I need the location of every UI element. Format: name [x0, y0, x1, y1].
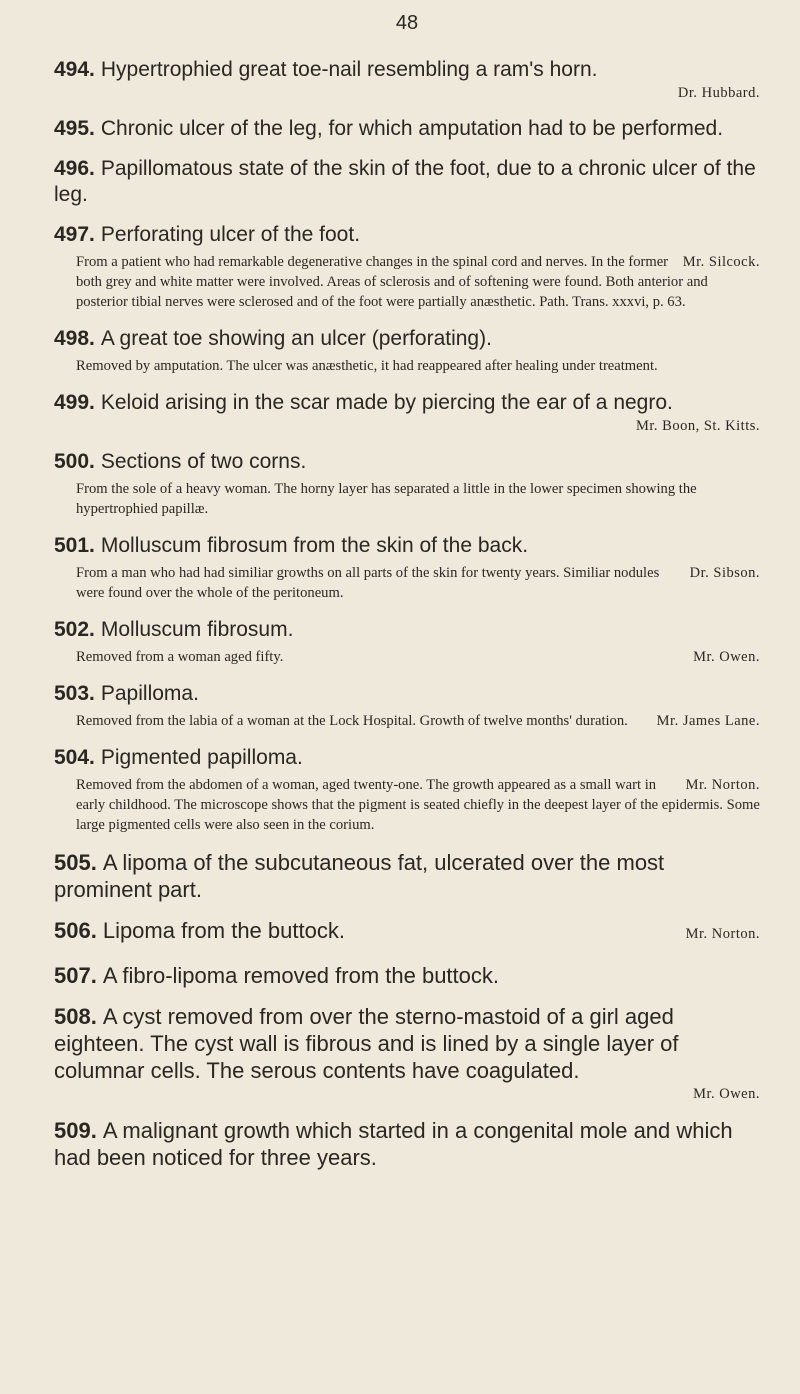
catalogue-entry-497 — [54, 222, 760, 312]
entry-title: Molluscum fibrosum. — [100, 618, 294, 641]
entry-title: Sections of two corns. — [100, 450, 307, 473]
catalogue-entry-500 — [54, 449, 760, 519]
entry-title: A malignant growth which started in a congenital mole and which had been noticed for three years. — [54, 1118, 733, 1170]
entry-author: Mr. Silcock. — [682, 254, 760, 270]
entry-description: Removed from the labia of a woman at the Lock Hospital. Growth of twelve months' duration. — [76, 713, 628, 729]
catalogue-entry-498 — [54, 326, 760, 376]
entry-number: 497. — [54, 223, 95, 246]
entry-number: 506. — [54, 918, 97, 943]
catalogue-entry-502 — [54, 617, 760, 667]
entry-title: Papilloma. — [100, 682, 199, 705]
catalogue-entry-505 — [54, 849, 760, 903]
entry-description: Removed from a woman aged fifty. — [76, 649, 284, 665]
entry-number: 502. — [54, 618, 95, 641]
entry-number: 496. — [54, 157, 95, 180]
entry-author: Mr. Owen. — [693, 649, 760, 665]
entry-author: Dr. Sibson. — [689, 565, 760, 581]
catalogue-entry-506 — [54, 917, 760, 948]
entry-title: Perforating ulcer of the foot. — [100, 223, 361, 246]
entry-title: Hypertrophied great toe-nail resembling a ram's horn. — [100, 58, 598, 81]
catalogue-entry-501 — [54, 533, 760, 603]
entry-title: Molluscum fibrosum from the skin of the back. — [100, 534, 529, 557]
catalogue-entry-508 — [54, 1003, 760, 1103]
entry-title: Chronic ulcer of the leg, for which amputation had to be performed. — [100, 117, 724, 140]
entry-author: Mr. Norton. — [685, 777, 760, 793]
entry-number: 508. — [54, 1004, 97, 1029]
entry-number: 507. — [54, 963, 97, 988]
entry-description: From a man who had had similiar growths on all parts of the skin for twenty years. Similiar nodules were found over the whole of the peritoneum. — [76, 565, 660, 601]
catalogue-entry-507 — [54, 962, 760, 989]
catalogue-entry-504 — [54, 745, 760, 835]
entry-description: From a patient who had remarkable degenerative changes in the spinal cord and nerves. In the former both grey and white matter were involved. Areas of sclerosis and of softening were found. Both anterior and posterior tibial nerves were sclerosed and of the foot were partially anæsthetic. Path. Trans. xxxvi, p. 63. — [76, 254, 708, 310]
catalogue-entry-509 — [54, 1117, 760, 1171]
entry-title: A lipoma of the subcutaneous fat, ulcerated over the most prominent part. — [54, 850, 665, 902]
entry-number: 503. — [54, 682, 95, 705]
catalogue-entry-503 — [54, 681, 760, 731]
catalogue-entry-495 — [54, 116, 760, 142]
entry-number: 505. — [54, 850, 97, 875]
entry-description: Removed by amputation. The ulcer was anæsthetic, it had reappeared after healing under treatment. — [76, 358, 658, 374]
entry-description: From the sole of a heavy woman. The horny layer has separated a little in the lower specimen showing the hypertrophied papillæ. — [76, 481, 697, 517]
entry-author: Dr. Hubbard. — [677, 85, 760, 101]
entry-title: A cyst removed from over the sterno-mastoid of a girl aged eighteen. The cyst wall is fibrous and is lined by a single layer of columnar cells. The serous contents have coagulated. — [54, 1004, 679, 1083]
entry-number: 509. — [54, 1118, 97, 1143]
entry-number: 500. — [54, 450, 95, 473]
entry-title: Pigmented papilloma. — [100, 746, 303, 769]
entry-description: Removed from the abdomen of a woman, aged twenty-one. The growth appeared as a small wart in early childhood. The microscope shows that the pigment is seated chiefly in the deepest layer of the epidermis. Some large pigmented cells were also seen in the corium. — [76, 777, 760, 833]
catalogue-entry-499 — [54, 390, 760, 435]
entry-number: 504. — [54, 746, 95, 769]
entry-author: Mr. James Lane. — [656, 713, 760, 729]
entry-title: Lipoma from the buttock. — [102, 918, 345, 943]
catalogue-entry-494 — [54, 57, 760, 102]
entry-number: 494. — [54, 58, 95, 81]
entry-title: A fibro-lipoma removed from the buttock. — [102, 963, 499, 988]
page-number: 48 — [395, 12, 419, 34]
entry-title: Papillomatous state of the skin of the foot, due to a chronic ulcer of the leg. — [54, 157, 756, 206]
entry-author: Mr. Boon, St. Kitts. — [635, 418, 760, 434]
entry-author: Mr. Norton. — [685, 926, 760, 942]
entry-number: 495. — [54, 117, 95, 140]
entry-author: Mr. Owen. — [693, 1086, 760, 1102]
entry-number: 499. — [54, 391, 95, 414]
entry-title: Keloid arising in the scar made by piercing the ear of a negro. — [100, 391, 673, 414]
entry-number: 501. — [54, 534, 95, 557]
catalogue-entry-496 — [54, 156, 760, 208]
entry-title: A great toe showing an ulcer (perforating). — [100, 327, 492, 350]
entry-number: 498. — [54, 327, 95, 350]
